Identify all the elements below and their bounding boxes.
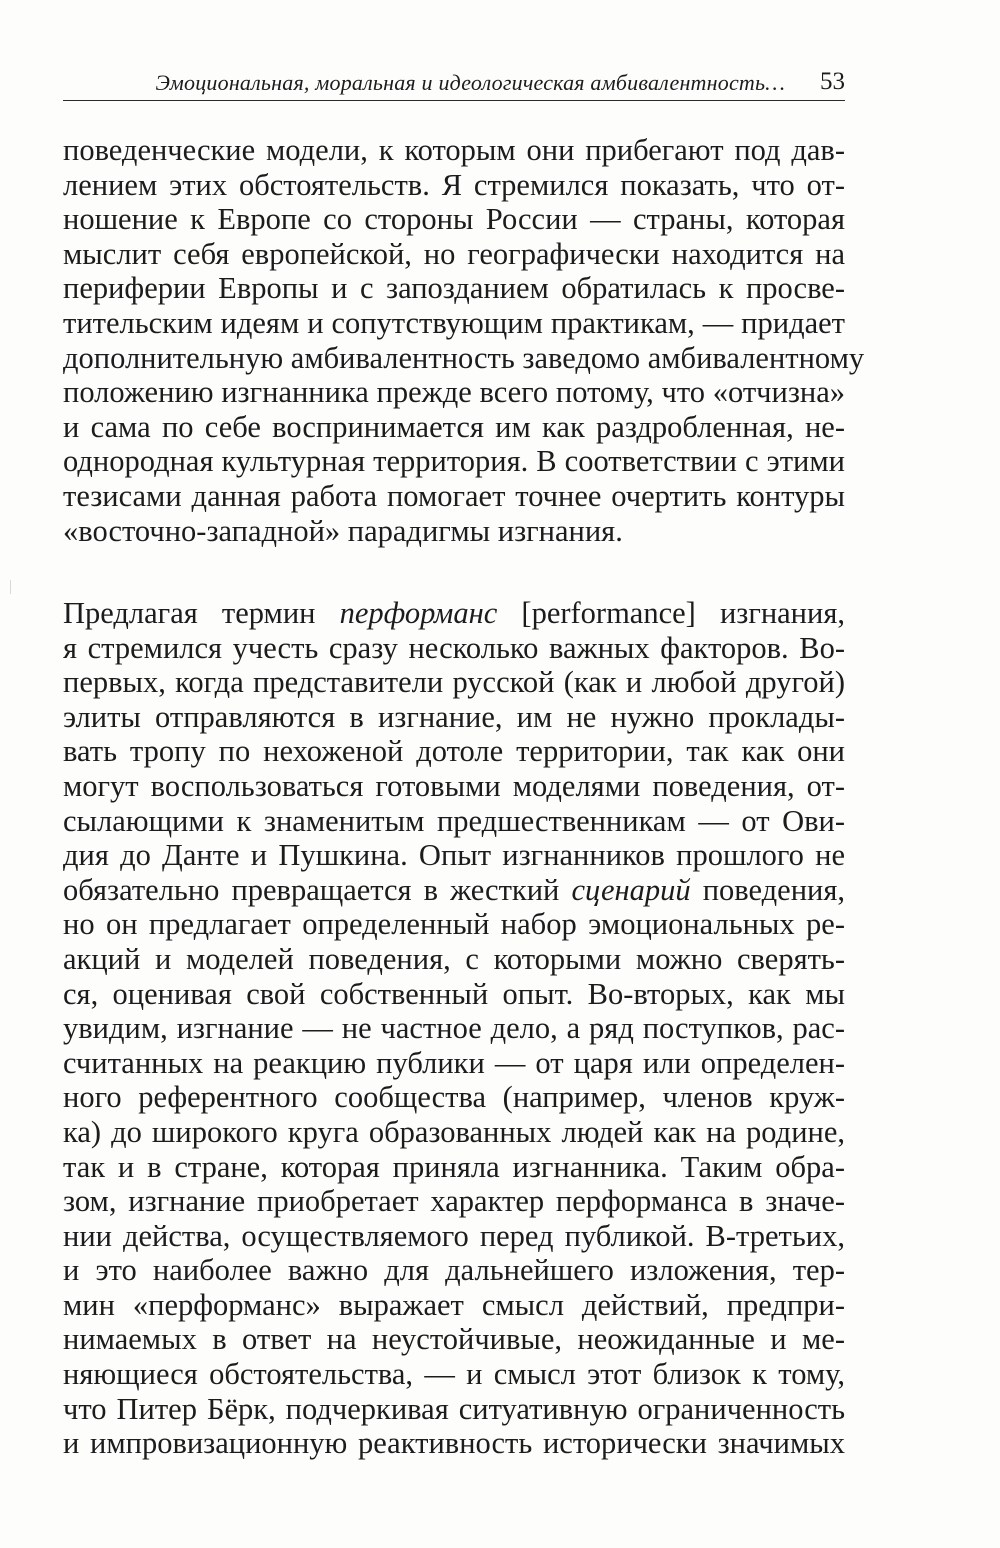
text-line: ношение к Европе со стороны России — страны, которая bbox=[63, 202, 845, 237]
text-line: тезисами данная работа помогает точнее очертить контуры bbox=[63, 478, 845, 513]
text-line: вать тропу по нехоженой дотоле территории, так как они bbox=[63, 734, 845, 769]
text-line: мыслит себя европейской, но географически находится на bbox=[63, 236, 845, 271]
page-number: 53 bbox=[820, 68, 845, 95]
text-line: «восточно-западной» парадигмы изгнания. bbox=[63, 513, 623, 548]
running-header bbox=[63, 66, 845, 101]
text-line: но он предлагает определенный набор эмоциональных ре- bbox=[63, 907, 845, 942]
text-line: нимаемых в ответ на неустойчивые, неожиданные и ме- bbox=[63, 1322, 845, 1357]
text-line-with-italic bbox=[63, 873, 845, 908]
text-line: первых, когда представители русской (как и любой другой) bbox=[63, 665, 845, 700]
text-line: мин «перформанс» выражает смысл действий, предпри- bbox=[63, 1287, 845, 1322]
text-line: однородная культурная территория. В соответствии с этими bbox=[63, 444, 845, 479]
text-line: лением этих обстоятельств. Я стремился показать, что от- bbox=[63, 167, 845, 202]
paragraph-1 bbox=[63, 133, 865, 548]
text-line: увидим, изгнание — не частное дело, а ряд поступков, рас- bbox=[63, 1011, 845, 1046]
running-title: Эмоциональная, моральная и идеологическая амбивалентность… bbox=[155, 70, 785, 95]
text-line: акций и моделей поведения, с которыми можно сверять- bbox=[63, 941, 845, 976]
text-line: что Питер Бёрк, подчеркивая ситуативную ограниченность bbox=[63, 1391, 845, 1426]
text-line: могут воспользоваться готовыми моделями поведения, от- bbox=[63, 768, 845, 803]
text-line: зом, изгнание приобретает характер перформанса в значе- bbox=[63, 1184, 845, 1219]
text-line: периферии Европы и с запозданием обратилась к просве- bbox=[63, 271, 845, 306]
text-line: ся, оценивая свой собственный опыт. Во-вторых, как мы bbox=[63, 976, 845, 1011]
italic-term-scenario: сценарий bbox=[571, 872, 691, 907]
text-line: считанных на реакцию публики — от царя или определен- bbox=[63, 1045, 845, 1080]
margin-mark bbox=[10, 580, 11, 594]
text-line: я стремился учесть сразу несколько важных факторов. Во- bbox=[63, 630, 845, 665]
text-line: поведенческие модели, к которым они прибегают под дав- bbox=[63, 133, 845, 167]
text-run: [performance] изгнания, bbox=[497, 596, 845, 630]
text-line: элиты отправляются в изгнание, им не нужно проклады- bbox=[63, 699, 845, 734]
text-line: и это наиболее важно для дальнейшего изложения, тер- bbox=[63, 1253, 845, 1288]
text-run: поведения, bbox=[690, 872, 845, 907]
text-line: тительским идеям и сопутствующим практикам, — придает bbox=[63, 305, 845, 340]
text-run: Предлагая термин bbox=[63, 596, 340, 630]
text-line: и сама по себе воспринимается им как раздробленная, не- bbox=[63, 409, 845, 444]
text-line: дополнительную амбивалентность заведомо амбивалентному bbox=[63, 340, 865, 375]
text-line-with-italic bbox=[63, 596, 845, 631]
text-line: сылающими к знаменитым предшественникам — от Ови- bbox=[63, 803, 845, 838]
text-line: и импровизационную реактивность исторически значимых bbox=[63, 1426, 845, 1461]
text-line: дия до Данте и Пушкина. Опыт изгнанников прошлого не bbox=[63, 838, 845, 873]
paragraph-2 bbox=[63, 596, 845, 1461]
text-line: ного референтного сообщества (например, членов круж- bbox=[63, 1080, 845, 1115]
text-line: ка) до широкого круга образованных людей как на родине, bbox=[63, 1114, 845, 1149]
text-run: обязательно превращается в жесткий bbox=[63, 872, 572, 907]
text-line: так и в стране, которая приняла изгнанника. Таким обра- bbox=[63, 1149, 845, 1184]
text-line: нии действа, осуществляемого перед публикой. В-третьих, bbox=[63, 1218, 845, 1253]
text-line: положению изгнанника прежде всего потому, что «отчизна» bbox=[63, 375, 845, 410]
italic-term-performance: перформанс bbox=[339, 596, 498, 630]
text-line: няющиеся обстоятельства, — и смысл этот близок к тому, bbox=[63, 1357, 845, 1392]
